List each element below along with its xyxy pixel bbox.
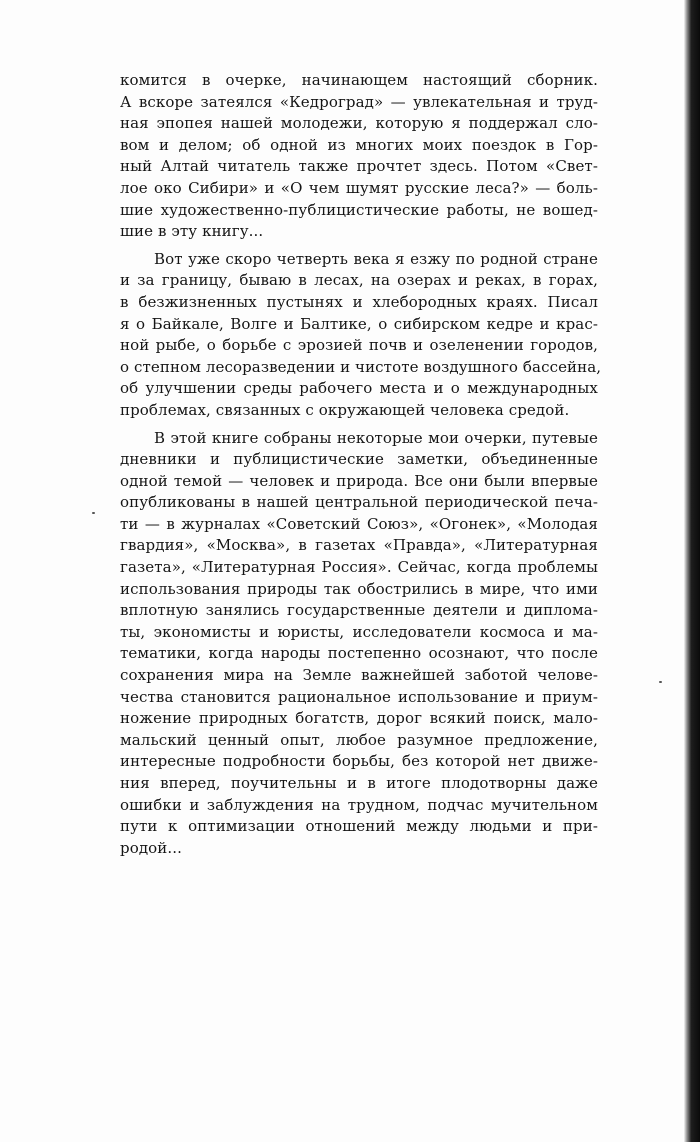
text-line: я о Байкале, Волге и Балтике, о сибирском кедре и крас-	[120, 314, 598, 333]
body-text	[120, 70, 602, 859]
text-line: Вот уже скоро четверть века я езжу по родной стране	[154, 249, 598, 268]
text-line: шие художественно-публицистические работы, не вошед-	[120, 200, 598, 219]
text-line: использования природы так обострились в мире, что ими	[120, 579, 598, 598]
text-line: ты, экономисты и юристы, исследователи космоса и ма-	[120, 622, 598, 641]
text-line: ошибки и заблуждения на трудном, подчас мучительном	[120, 795, 598, 814]
text-line: о степном лесоразведении и чистоте воздушного бассейна,	[120, 357, 602, 376]
text-line: ной рыбе, о борьбе с эрозией почв и озеленении городов,	[120, 336, 598, 355]
text-line: ножение природных богатств, дорог всякий поиск, мало-	[120, 709, 598, 728]
text-line: в безжизненных пустынях и хлебородных краях. Писал	[120, 292, 598, 311]
text-line: интересные подробности борьбы, без которой нет движе-	[120, 752, 598, 771]
scan-speck	[659, 681, 662, 683]
text-line: ная эпопея нашей молодежи, которую я поддержал сло-	[120, 114, 598, 133]
text-line: вом и делом; об одной из многих моих поездок в Гор-	[120, 135, 598, 154]
text-line: ния вперед, поучительны и в итоге плодотворны даже	[120, 774, 598, 792]
scan-speck	[92, 512, 95, 514]
text-line: чества становится рациональное использование и приум-	[120, 687, 598, 706]
text-line: комится в очерке, начинающем настоящий сборник.	[120, 71, 598, 89]
text-line: сохранения мира на Земле важнейшей заботой челове-	[120, 666, 598, 685]
text-line: об улучшении среды рабочего места и о международных	[120, 379, 598, 398]
text-line: мальский ценный опыт, любое разумное предложение,	[120, 730, 598, 749]
text-line: тематики, когда народы постепенно осознают, что после	[120, 644, 598, 663]
text-line: вплотную занялись государственные деятели и диплома-	[120, 601, 598, 620]
paragraph-1	[120, 70, 598, 243]
text-line: гвардия», «Москва», в газетах «Правда», «Литературная	[120, 536, 598, 555]
text-line: родой...	[120, 838, 183, 857]
page-binding-edge	[684, 0, 700, 1142]
text-line: ти — в журналах «Советский Союз», «Огонек», «Молодая	[120, 514, 598, 533]
text-line: пути к оптимизации отношений между людьми и при-	[120, 817, 598, 836]
paragraph-3	[120, 428, 598, 860]
text-line: проблемах, связанных с окружающей человека средой.	[120, 400, 570, 419]
text-line: дневники и публицистические заметки, объединенные	[120, 450, 598, 469]
text-line: опубликованы в нашей центральной периодической печа-	[120, 493, 598, 512]
text-line: В этой книге собраны некоторые мои очерки, путевые	[154, 428, 598, 447]
text-line: шие в эту книгу...	[120, 222, 264, 241]
text-line: и за границу, бываю в лесах, на озерах и реках, в горах,	[120, 271, 598, 290]
paragraph-2	[120, 249, 602, 422]
text-line: А вскоре затеялся «Кедроград» — увлекательная и труд-	[120, 92, 598, 111]
text-line: одной темой — человек и природа. Все они были впервые	[120, 471, 598, 490]
text-line: лое око Сибири» и «О чем шумят русские леса?» — боль-	[120, 178, 598, 197]
text-line: ный Алтай читатель также прочтет здесь. Потом «Свет-	[120, 157, 598, 176]
text-line: газета», «Литературная Россия». Сейчас, когда проблемы	[120, 558, 598, 577]
